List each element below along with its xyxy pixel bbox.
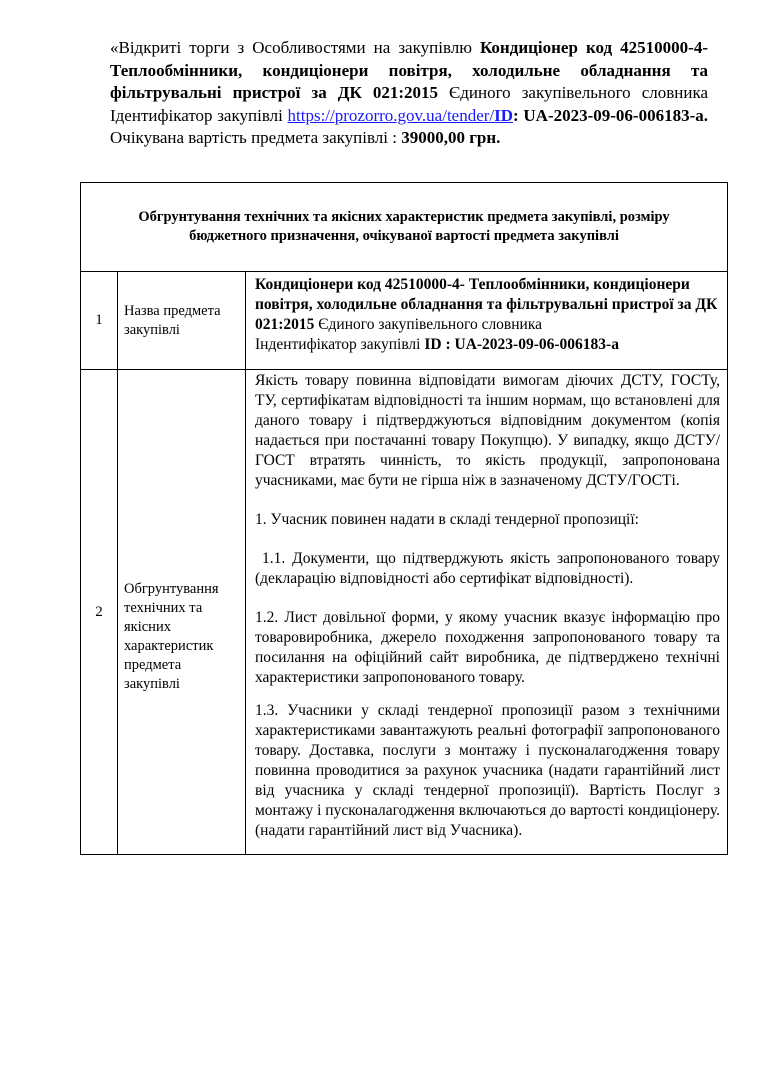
intro-expected-value: 39000,00 грн. [401,128,501,147]
justification-table [80,182,728,855]
row-label: Назва предмета закупівлі [118,272,246,370]
row-value [246,272,728,370]
requirement-1-3: 1.3. Учасники у складі тендерної пропозиції разом з технічними характеристиками завантажують реальні фотографії запропонованого товару. Доставка, послуги з монтажу і пусконалагодження товару повинна проводитися за рахунок учасника (надати гарантійний лист від учасника у складі тендерної пропозиції). Вартість Послуг з монтажу і пусконалагодження включаються до вартості кондиціонеру. (надати гарантійний лист від Учасника). [255,702,720,839]
prozorro-link-text[interactable]: https://prozorro.gov.ua/tender/ [287,105,495,125]
intro-expected-value-label: Очікувана вартість предмета закупівлі : [110,128,402,147]
intro-dictionary-text: Єдиного закупівельного словника Ідентифікатор закупівлі [110,83,708,125]
intro-tender-id: UA-2023-09-06-006183-а. [523,105,708,125]
intro-id-separator: : [513,105,524,125]
procurement-id-value: ID : UA-2023-09-06-006183-а [424,336,619,353]
quality-paragraph: Якість товару повинна відповідати вимогам діючих ДСТУ, ГОСТу, ТУ, сертифікатам відповідності та іншим нормам, що встановлені для даного товару і підтверджуються відповідним документом (копія надається при постачанні товару Покупцю). У випадку, якщо ДСТУ/ГОСТ втратять чинність, то якість продукції, запропонована учасниками, має бути не гірша ніж в зазначеному ДСТУ/ГОСТі. [255,372,720,489]
table-row [81,370,728,855]
row-number: 2 [81,370,118,855]
procurement-id-label: Індентифікатор закупівлі [255,336,425,353]
table-row [81,272,728,370]
intro-prefix: «Відкриті торги з Особливостями на закупівлю [110,38,480,57]
prozorro-link[interactable] [288,106,514,125]
table-header-row [81,183,728,272]
requirement-1-2: 1.2. Лист довільної форми, у якому учасник вказує інформацію про товаровиробника, джерело походження запропонованого товару та посилання на офіційний сайт виробника, де підтверджено технічні характеристики запропонованого товару. [255,609,720,686]
row-label: Обгрунтування технічних та якісних характеристик предмета закупівлі [118,370,246,855]
requirement-intro: 1. Учасник повинен надати в складі тендерної пропозиції: [255,511,639,528]
prozorro-link-id[interactable]: ID [494,105,514,125]
row-value [246,370,728,855]
subject-name: Кондиціонери код 42510000-4- Теплообмінники, кондиціонери повітря, холодильне обладнання та фільтрувальні пристрої за ДК 021:2015 [255,276,718,333]
dictionary-text: Єдиного закупівельного словника [314,316,543,333]
table-header: Обгрунтування технічних та якісних характеристик предмета закупівлі, розміру бюджетного призначення, очікуваної вартості предмета закупівлі [81,183,728,272]
intro-subject: Кондиціонер код 42510000-4- Теплообмінники, кондиціонери повітря, холодильне обладнання та фільтрувальні пристрої за ДК 021:2015 [110,38,708,102]
procurement-intro [110,37,708,150]
requirement-1-1: 1.1. Документи, що підтверджують якість запропонованого товару (декларацію відповідності або сертифікат відповідності). [255,550,724,587]
row-number: 1 [81,272,118,370]
